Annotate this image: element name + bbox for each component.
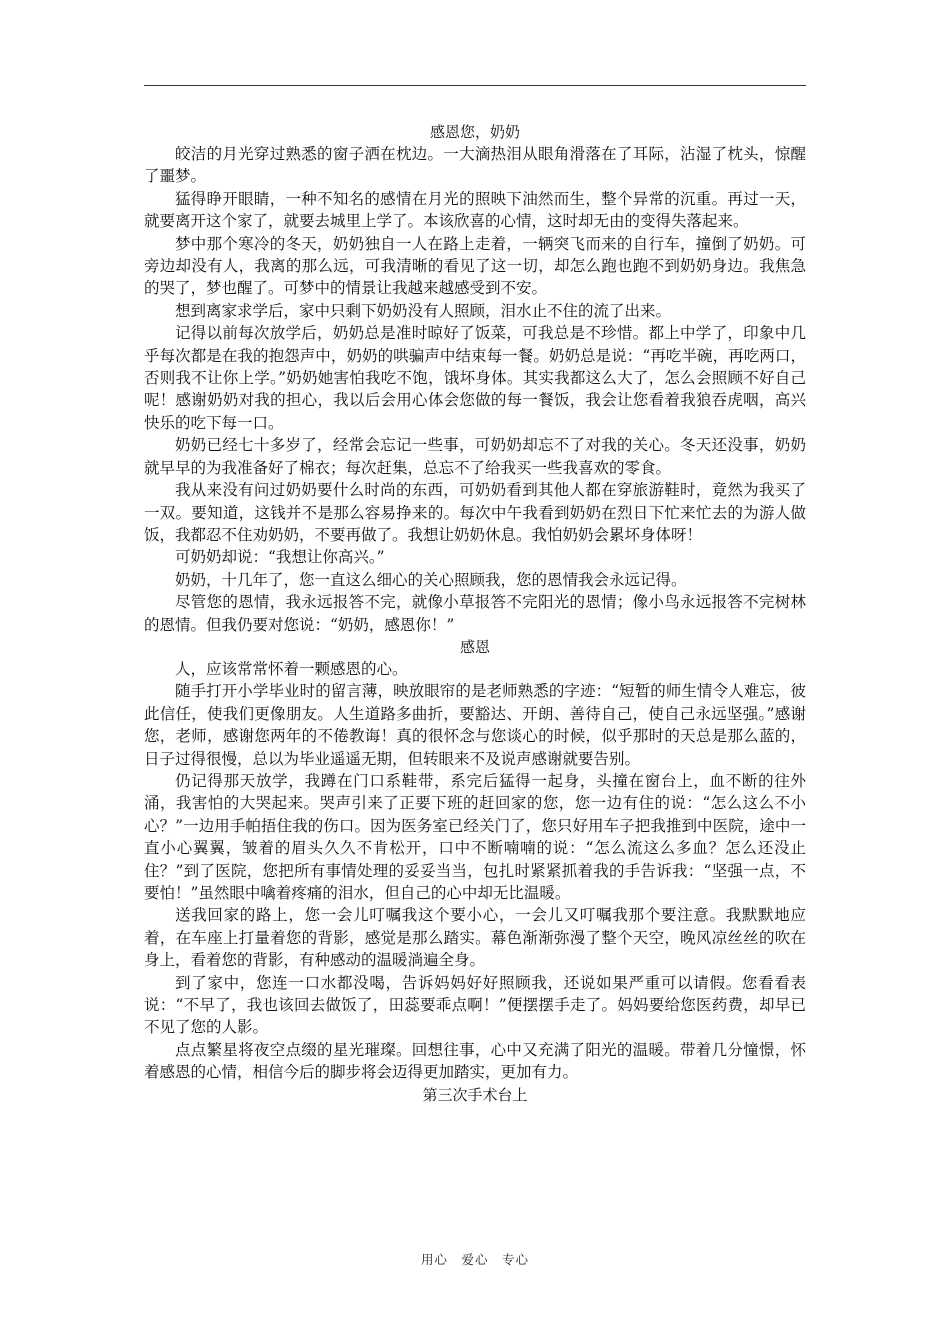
paragraph: 我从来没有问过奶奶要什么时尚的东西，可奶奶看到其他人都在穿旅游鞋时，竟然为我买了一双。要知道，这钱并不是那么容易挣来的。每次中午我看到奶奶在烈日下忙来忙去的为游人做饭，我都忍不住劝奶奶，不要再做了。我想让奶奶休息。我怕奶奶会累坏身体呀！ (144, 481, 806, 544)
page-footer: 用心 爱心 专心 (420, 1252, 529, 1267)
paragraph: 想到离家求学后，家中只剩下奶奶没有人照顾，泪水止不住的流了出来。 (175, 301, 672, 320)
paragraph: 到了家中，您连一口水都没喝，告诉妈妈好好照顾我，还说如果严重可以请假。您看看表说：“不早了，我也该回去做饭了，田蕊要乖点啊！”便摆摆手走了。妈妈要给您医药费，却早已不见了您的人影。 (144, 973, 806, 1037)
paragraph: 人，应该常常怀着一颗感恩的心。 (175, 659, 408, 678)
paragraph: 奶奶，十几年了，您一直这么细心的关心照顾我，您的恩情我会永远记得。 (175, 570, 687, 589)
section-title-third-surgery: 第三次手术台上 (422, 1085, 528, 1104)
section-title-gratitude: 感恩 (459, 637, 490, 656)
section-title-grandma: 感恩您，奶奶 (429, 123, 520, 141)
paragraph: 尽管您的恩情，我永远报答不完，就像小草报答不完阳光的恩情；像小鸟永远报答不完树林的恩情。但我仍要对您说：“奶奶，感恩你！” (144, 593, 806, 634)
paragraph: 随手打开小学毕业时的留言薄，映放眼帘的是老师熟悉的字迹：“短暂的师生情令人难忘，彼此信任，使我们更像朋友。人生道路多曲折，要豁达、开朗、善待自己，使自己永远坚强。”感谢您，老师，感谢您两年的不倦教诲！真的很怀念与您谈心的时候，似乎那时的天总是那么蓝的，日子过得很慢，总以为毕业遥遥无期，但转眼来不及说声感谢就要告别。 (144, 682, 806, 768)
paragraph: 梦中那个寒冷的冬天，奶奶独自一人在路上走着，一辆突飞而来的自行车，撞倒了奶奶。可旁边却没有人，我离的那么远，可我清晰的看见了这一切，却怎么跑也跑不到奶奶身边。我焦急的哭了，梦也醒了。可梦中的情景让我越来越感受到不安。 (144, 234, 806, 298)
paragraph: 皎洁的月光穿过熟悉的窗子洒在枕边。一大滴热泪从眼角滑落在了耳际，沾湿了枕头，惊醒了噩梦。 (144, 145, 806, 186)
document-body (144, 121, 806, 1106)
paragraph: 送我回家的路上，您一会儿叮嘱我这个要小心，一会儿又叮嘱我那个要注意。我默默地应着，在车座上打量着您的背影，感觉是那么踏实。幕色渐渐弥漫了整个天空，晚风凉丝丝的吹在身上，看着您的背影，有种感动的温暖淌遍全身。 (144, 906, 806, 970)
paragraph: 点点繁星将夜空点缀的星光璀璨。回想往事，心中又充满了阳光的温暖。带着几分憧憬，怀着感恩的心情，相信今后的脚步将会迈得更加踏实，更加有力。 (144, 1040, 806, 1082)
paragraph: 仍记得那天放学，我蹲在门口系鞋带，系完后猛得一起身，头撞在窗台上，血不断的往外涌，我害怕的大哭起来。哭声引来了正要下班的赶回家的您，您一边有住的说：“怎么这么不小心？”一边用手帕捂住我的伤口。因为医务室已经关门了，您只好用车子把我推到中医院，途中一直小心翼翼，皱着的眉头久久不肯松开，口中不断喃喃的说：“怎么流这么多血？怎么还没止住？”到了医院，您把所有事情处理的妥妥当当，包扎时紧紧抓着我的手告诉我：“坚强一点，不要怕！”虽然眼中噙着疼痛的泪水，但自己的心中却无比温暖。 (144, 771, 806, 902)
paragraph: 猛得睁开眼睛，一种不知名的感情在月光的照映下油然而生，整个异常的沉重。再过一天，就要离开这个家了，就要去城里上学了。本该欣喜的心情，这时却无由的变得失落起来。 (144, 189, 806, 231)
paragraph: 可奶奶却说：“我想让你高兴。” (175, 548, 385, 567)
paragraph: 奶奶已经七十多岁了，经常会忘记一些事，可奶奶却忘不了对我的关心。冬天还没事，奶奶就早早的为我准备好了棉衣；每次赶集，总忘不了给我买一些我喜欢的零食。 (144, 436, 806, 477)
paragraph: 记得以前每次放学后，奶奶总是准时晾好了饭菜，可我总是不珍惜。都上中学了，印象中几乎每次都是在我的抱怨声中，奶奶的哄骗声中结束每一餐。奶奶总是说：“再吃半碗，再吃两口，否则我不让你上学。”奶奶她害怕我吃不饱，饿坏身体。其实我都这么大了，怎么会照顾不好自己呢！感谢奶奶对我的担心，我以后会用心体会您做的每一餐饭，我会让您看着我狼吞虎咽，高兴快乐的吃下每一口。 (144, 324, 806, 432)
header-rule (144, 85, 806, 86)
